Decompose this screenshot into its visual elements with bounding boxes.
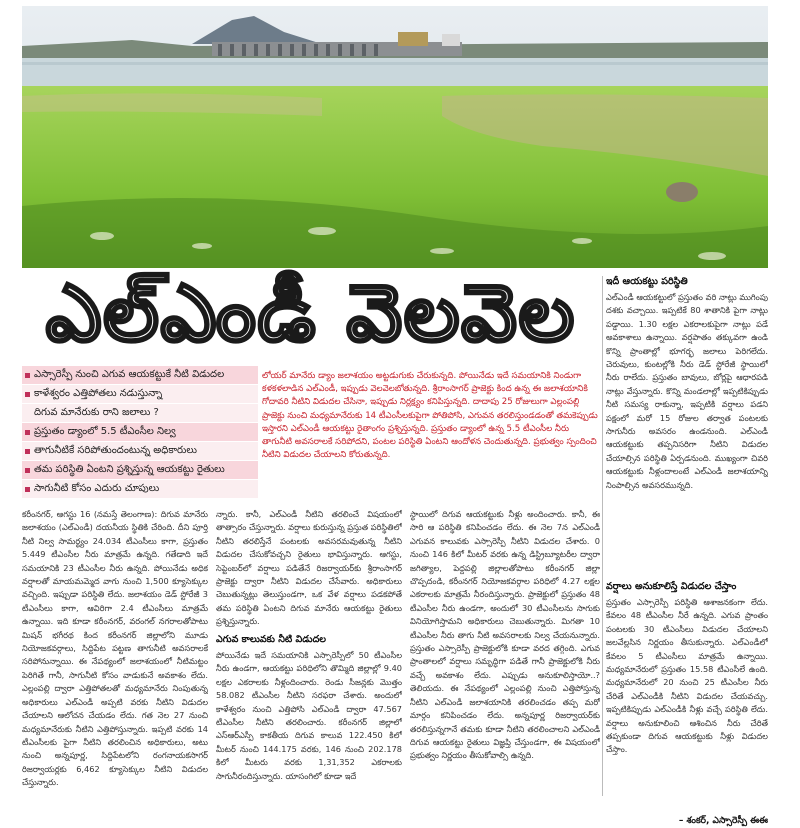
column-divider [602, 276, 603, 796]
bullet-item: తమ పరిస్థితి ఏంటని ప్రశ్నిస్తున్న ఆయకట్టు రైతులు [22, 461, 258, 479]
bullet-item: ప్రస్తుతం డ్యాంలో 5.5 టీఎంసీల నిల్వ [22, 423, 258, 441]
bullet-item: కాళేశ్వరం ఎత్తిపోతలు నడుస్తున్నా [22, 385, 258, 403]
bullet-item: సాగునీటి కోసం ఎదురు చూపులు [22, 480, 258, 498]
bullet-item: దిగువ మానేరుకు రాని జలాలు ? [22, 404, 258, 422]
headline: ఎల్‌ఎండీ వెలవెల [45, 269, 577, 359]
bullet-item: ఎస్సారెస్పీ నుంచి ఎగువ ఆయకట్టుకే నీటి విడుదల [22, 366, 258, 384]
sidebar-text-2: ప్రస్తుతం ఎస్సారెస్పీ పరిస్థితి ఆశాజనకంగా లేదు. కేవలం 48 టీఎంసీల నీరే ఉన్నది. ఎగువ ప్రాంతం పంటలకు 30 టీఎంసీలు విడుదల చేయాలని జలవేల్లసిన నిర్ణయం తీసుకున్నారు. ఎల్‌ఎండీలో కేవలం 5 టీఎంసీలు మాత్రమే ఉన్నాయి. మధ్యమానేరులో ప్రస్తుతం 15.58 టీఎంసీలే ఉంది. మధ్యమానేరులో 20 నుంచి 25 టీఎంసీల నీరు చేరితే ఎల్‌ఎండీకి నీటిని విడుదల చేయవచ్చు. ఇప్పటికిప్పుడు ఎల్‌ఎండీకి నీళ్లు వచ్చే పరిస్థితి లేదు. వర్షాలు అనుకూలించి ఆశించిన నీరు చేరితే తప్పకుండా దిగువ ఆయకట్టుకు నీళ్లు విడుదల చేస్తాం. [606, 597, 768, 755]
subheading-ayacut-status: ఇదీ ఆయకట్టు పరిస్థితి [606, 276, 688, 287]
bullet-item: తాగునీటికే సరిపోతుందంటున్న అధికారులు [22, 442, 258, 460]
sidebar-column [606, 276, 768, 828]
sidebar-text-1: ఎల్‌ఎండీ ఆయకట్టులో ప్రస్తుతం వరి నాట్లు ముగింపు దశకు వచ్చాయి. ఇప్పటికే 80 శాతానికి పైగా నాట్లు పడ్డాయి. 1.30 లక్షల ఎకరాలకుపైగా నాట్లు పడే అవకాశాలు ఉన్నాయి. వర్షపాతం తక్కువగా ఉండి కొన్ని ప్రాంతాల్లో భూగర్భ జలాలు పెరిగలేదు. చెరువులు, కుంటల్లోకి నీరు డెడ్ స్టోరేజీ స్థాయిలో నీరు రాలేదు. ప్రస్తుతం బావులు, బోర్లపై ఆధారపడి నాట్లు వేస్తున్నారు. కొన్ని మండలాల్లో ఇప్పటికిప్పుడు నీటి సమస్య రాకున్నా, ఇప్పటికి వర్షాలు పడని పక్షంలో మరో 15 రోజుల తర్వాత పంటలకు సాగునీరు అవసరం ఉండనుంది. ఎల్‌ఎండీ ఆయకట్టుకు తప్పనిసరిగా నీటిని విడుదల చేయాల్సిన పరిస్థితి ఏర్పడనుంది. ముఖ్యంగా చివరి ఆయకట్టుకు నీళ్లందాలంటే ఎల్‌ఎండీ జలాశయాన్ని నింపాల్సిన అవసరమున్నది. [606, 292, 768, 490]
byline: – శంకర్, ఎస్సారెస్పీ ఈఈ [678, 816, 768, 826]
body-column-2-text-b: పోయినేడు ఇదే సమయానికి ఎస్సారెస్పీలో 50 టీఎంసీల నీరు ఉండగా, ఆయకట్టు పరిధిలోని తొమ్మిది జిల్లాల్లో 9.40 లక్షల ఎకరాలకు నీళ్లందించారు. రెండు సీజన్లకు మొత్తం 58.082 టీఎంసీల నీటిని సరఫరా చేశారు. అందులో కాళేశ్వరం నుంచి ఎత్తిపోసి ఎల్‌ఎండీ ద్వారా 47.567 టీఎంసీల నీటిని తరలించారు. కరీంనగర్ జిల్లాలో ఎస్‌ఆర్‌ఎస్పీ కాకతీయ దిగువ కాలువ 122.450 కిలో మీటర్ నుంచి 144.175 వరకు, 146 నుంచి 202.178 కిలో మీటరు వరకు 1,31,352 ఎకరాలకు సాగునీరందిస్తున్నారు. యాసంగిలో కూడా ఇదే [216, 650, 402, 781]
reservoir-photo [22, 6, 768, 268]
body-column-1: కరీంనగర్, ఆగస్టు 16 (నమస్తే తెలంగాణ): దిగువ మానేరు జలాశయం (ఎల్‌ఎండీ) దయనీయ స్థితికి చేరింది. దీని పూర్తి నీటి నిల్వ సామర్థ్యం 24.034 టీఎంసీలు కాగా, ప్రస్తుతం 5.449 టీఎంసీల నీరు మాత్రమే ఉన్నది. గతేడాది ఇదే సమయానికి 23 టీఎంసీల నీరు ఉన్నది. పోయినేడు అధిక వర్షాలతో మాయమమ్మెద వాగు నుంచి 1,500 క్యూసెక్కుల వచ్చింది. ఇప్పుడా పరిస్థితి లేదు. జలాశయం డెడ్ స్టోరేజీ 3 టీఎంసీలు కాగా, ఆవిరిగా 2.4 టీఎంసీలు మాత్రమే ఉన్నాయి. ఇది కూడా కరీంనగర్, వరంగల్ నగరాలతోపాటు మిషన్ భగీరథ కింద కరీంనగర్ జిల్లాలోని మూడు నియోజకవర్గాలు, సిద్దిపేట పట్టణ తాగునీటి అవసరాలకే సరిపోనున్నాయి. ఈ నేపథ్యంలో జలాశయంలో నీటిమట్టం పెరిగితే గానీ, సాగునీటి కోసం వాడుకునే అవకాశం లేదు. ఎల్లంపల్లి ద్వారా ఎత్తిపోతలతో మధ్యమానేరు నింపుతున్న అధికారులు ఎల్‌ఎండీ అప్పటి వరకు నీటిని విడుదల చేయాలని ఆలోచన చేయడం లేదు. గత నెల 27 నుంచి మధ్యమానేరుకు నీటిని ఎత్తిపోస్తున్నారు. ఇప్పటి వరకు 14 టీఎంసీలకు పైగా నీటిని తరలించిన అధికారులు, అటు నుంచి అన్నపూర్ణ, సిద్దిపేటలోని రంగనాయకసాగర్ రిజర్వాయర్లకు 6,462 క్యూసెక్కుల నీటిని విడుదల చేస్తున్నారు. [22, 509, 208, 788]
body-column-2-text-a: న్నారు. కానీ, ఎల్‌ఎండీ నీటిని తరలించే విషయంలో తాత్సారం చేస్తున్నారు. వర్షాలు కురుస్తున్న ప్రస్తుత పరిస్థితిలో నీటిని తరలిస్తేనే పంటలకు అవసరమవుతున్న నీటిని విడుదల చేసుకోవచ్చని రైతులు భావిస్తున్నారు. ఆగస్టు, సెప్టెంబర్‌లో వర్షాలు పడితేనే రిజర్వాయర్‌కు శ్రీరాంసాగర్ ప్రాజెక్టు ద్వారా నీటిని విడుదల చేసేవారు. అధికారులు చెబుతున్నట్లు తెలుస్తుండగా, ఒక వేళ వర్షాలు పడకపోతే తమ పరిస్థితి ఏంటని దిగువ మానేరు ఆయకట్టు రైతులు ప్రశ్నిస్తున్నారు. [216, 509, 402, 627]
body-column-3: స్థాయిలో దిగువ ఆయకట్టుకు నీళ్లు అందించారు. కానీ, ఈ సారి ఆ పరిస్థితి కనిపించడం లేదు. ఈ నెల 7న ఎల్‌ఎండీ ఎగువన కాలువకు ఎస్సారెస్పీ నీటిని విడుదల చేశారు. 0 నుంచి 146 కిలో మీటర్ వరకు ఉన్న డిస్ట్రిబ్యూటరీల ద్వారా జగిత్యాల, పెద్దపల్లి జిల్లాలతోపాటు కరీంనగర్ జిల్లా చొప్పదండి, కరీంనగర్ నియోజకవర్గాల పరిధిలో 4.27 లక్షల ఎకరాలకు మాత్రమే నీరందిస్తున్నారు. ప్రాజెక్టులో ప్రస్తుతం 48 టీఎంసీల నీరు ఉండగా, అందులో 30 టీఎంసీలను సాగుకు వినియోగిస్తామని అధికారులు చెబుతున్నారు. మిగతా 10 టీఎంసీల నీరు తాగు నీటి అవసరాలకు నిల్వ చేయనున్నారు. ప్రస్తుతం ఎస్సారెస్పీ ప్రాజెక్టులోకి కూడా వరద తగ్గింది. ఎగువ ప్రాంతాలలో వర్షాలు సమృద్ధిగా పడితే గానీ ప్రాజెక్టులోకి నీరు వచ్చే అవకాశం లేదు. ఎప్పుడు అనుకూలిస్తాయో..? తెలియదు. ఈ నేపథ్యంలో ఎల్లంపల్లి నుంచి ఎత్తిపోస్తున్న నీటిని ఎల్‌ఎండీ జలాశయానికి తరలించడం తప్ప మరో మార్గం కనిపించడం లేదు. అన్నపూర్ణ రిజర్వాయర్‌కు తరలిస్తున్నగానే తమకు కూడా నీటిని తరలించాలని ఎల్‌ఎండీ దిగువ ఆయకట్టు రైతులు విజ్ఞప్తి చేస్తుండగా, ఈ విషయంలో ప్రభుత్వం నిర్ణయం తీసుకోవాల్సి ఉన్నది. [410, 509, 600, 761]
lead-paragraph: లోయర్ మానేరు డ్యాం జలాశయం అట్టడుగుకు చేరుకున్నది. పోయినేడు ఇదే సమయానికి నిండుగా కళకళలాడిన ఎల్‌ఎండీ, ఇప్పుడు వెలవెలబోతున్నది. శ్రీరాంసాగర్ ప్రాజెక్టు కింద ఉన్న ఈ జలాశయానికి గోదావరి నీటిని విడుదల చేసినా, ఇప్పుడు నిర్లక్ష్యం కనిపిస్తున్నది. దాదాపు 25 రోజులుగా ఎల్లంపల్లి ప్రాజెక్టు నుంచి మధ్యమానేరుకు 14 టీఎంసీలకుపైగా పోతిపోసి, ఎగువన తరలిస్తుండడంతో తమకెప్పుడు ఇస్తారని ఎల్‌ఎండీ ఆయకట్టు రైతాంగం ప్రశ్నిస్తున్నది. ప్రస్తుతం డ్యాంలో ఉన్న 5.5 టీఎంసీల నీరు తాగునీటి అవసరాలకే సరిపోదని, పంటల పరిస్థితి ఏంటని ఆందోళన చెందుతున్నది. ప్రభుత్వం స్పందించి నీటిని విడుదల చేయాలని కోరుతున్నది. [262, 371, 598, 461]
body-column-2 [216, 508, 402, 798]
subheading-release-promise: వర్షాలు అనుకూలిస్తే విడుదల చేస్తాం [606, 581, 737, 592]
bullet-list [22, 366, 258, 499]
subheading-upper-canal: ఎగువ కాలువకు నీటి విడుదల [216, 634, 327, 645]
